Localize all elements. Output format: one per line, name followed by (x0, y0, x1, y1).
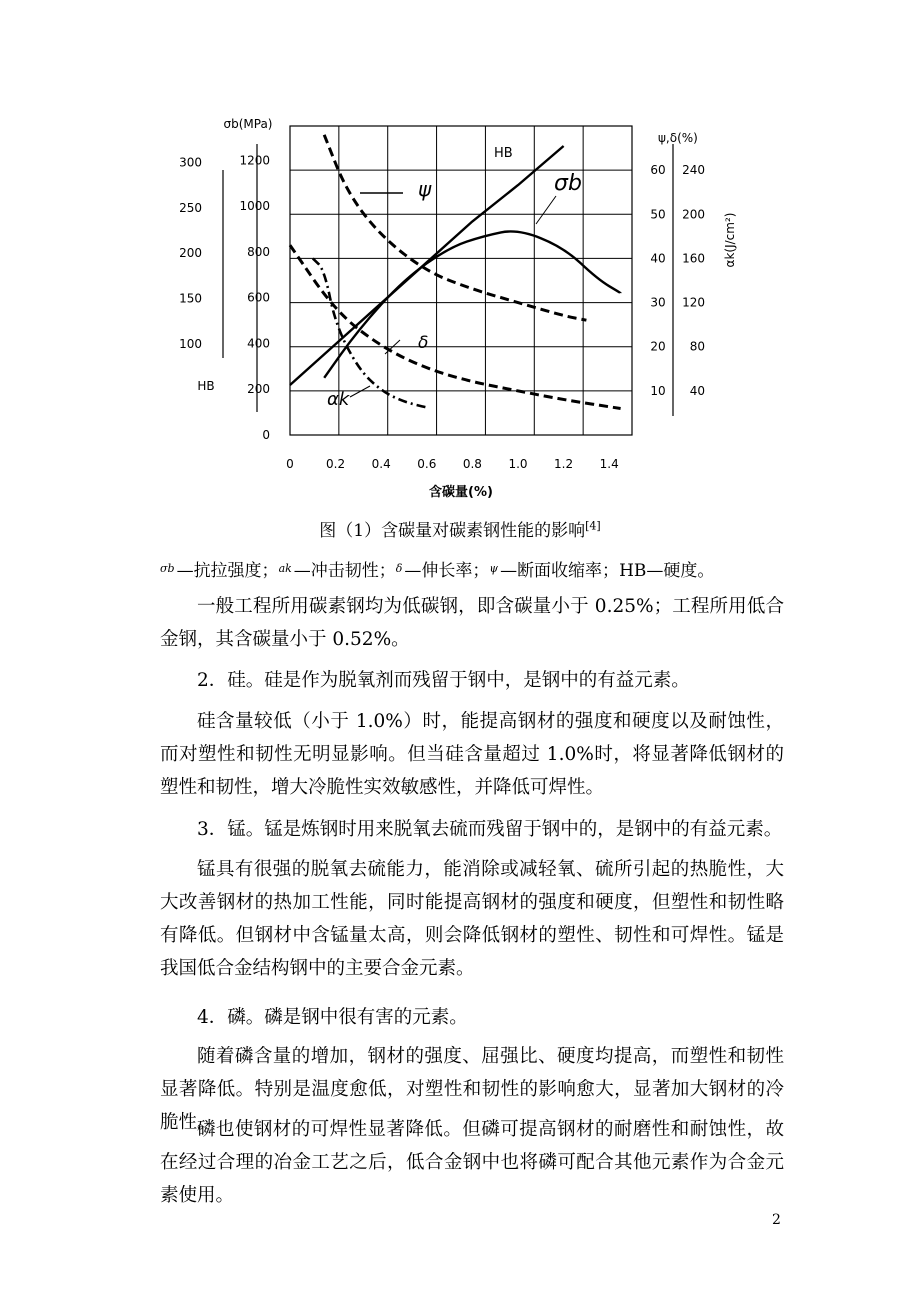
curve-label-hb: HB (494, 146, 513, 161)
hb-tick-label: 300 (179, 155, 202, 170)
carbon-content-chart (160, 100, 737, 504)
x-axis-title: 含碳量(%) (429, 485, 493, 500)
x-tick-label: 1.2 (554, 457, 574, 471)
page-number: 2 (772, 1212, 781, 1228)
x-tick-label: 0.2 (326, 457, 346, 471)
caption-reference: [4] (585, 519, 601, 533)
x-tick-label: 1.4 (599, 457, 619, 471)
legend-tail: HB—硬度。 (619, 561, 715, 581)
sigma-tick-label: 600 (247, 290, 270, 305)
sigma-tick-label: 400 (247, 336, 270, 351)
ak-tick-label: 120 (682, 295, 705, 310)
series-line-δ (290, 245, 621, 408)
sigma-tick-label: 1200 (239, 153, 270, 168)
sigma-axis-title: σb(MPa) (223, 117, 273, 131)
paragraph: 3．锰。锰是炼钢时用来脱氧去硫而残留于钢中的，是钢中的有益元素。 (197, 819, 783, 840)
symbol-legend (160, 556, 714, 581)
x-tick-label: 1.0 (508, 457, 528, 471)
paragraph: 一般工程所用碳素钢均为低碳钢，即含碳量小于 0.25%；工程所用低合金钢，其含碳量小于 0.52%。 (160, 596, 784, 650)
series-line-ψ (324, 135, 586, 320)
x-tick-label: 0.4 (371, 457, 391, 471)
sigma-tick-label: 1000 (239, 199, 270, 214)
legend-item: $^\delta$ —伸长率； (395, 561, 490, 581)
curve-label-ak: αk (327, 389, 350, 410)
psi-tick-label: 60 (650, 163, 666, 178)
curve-label-delta: δ (418, 333, 429, 353)
hb-axis-title: HB (197, 379, 215, 393)
paragraph: 磷也使钢材的可焊性显著降低。但磷可提高钢材的耐磨性和耐蚀性，故在经过合理的冶金工艺之后，低合金钢中也将磷可配合其他元素作为合金元素使用。 (160, 1119, 784, 1206)
paragraph: 2．硅。硅是作为脱氧剂而残留于钢中，是钢中的有益元素。 (197, 670, 690, 691)
paragraph: 4．磷。磷是钢中很有害的元素。 (197, 1007, 468, 1028)
hb-tick-label: 200 (179, 246, 202, 261)
x-tick-label: 0.6 (417, 457, 437, 471)
paragraph: 随着磷含量的增加，钢材的强度、屈强比、硬度均提高，而塑性和韧性显著降低。特别是温度愈低，对塑性和韧性的影响愈大，显著加大钢材的冷脆性。 (160, 1046, 784, 1133)
hb-tick-label: 250 (179, 200, 202, 215)
paragraph: 硅含量较低（小于 1.0%）时，能提高钢材的强度和硬度以及耐蚀性，而对塑性和韧性无明显影响。但当硅含量超过 1.0%时，将显著降低钢材的塑性和韧性，增大冷脆性实效敏感性，并降低可焊性。 (160, 711, 784, 798)
x-tick-label: 0 (286, 457, 294, 471)
legend-item: $^{ak}$ —冲击韧性； (278, 561, 396, 581)
leader-line (536, 196, 556, 224)
psi-tick-label: 30 (650, 295, 666, 310)
ak-axis-title: αk(J/cm²) (723, 212, 737, 268)
leader-line (350, 386, 370, 397)
sigma-tick-label: 800 (247, 244, 270, 259)
figure-caption (0, 516, 920, 541)
curve-label-psi: ψ (418, 177, 432, 201)
psi-tick-label: 10 (650, 383, 666, 398)
legend-item: $^{\sigma b}$ —抗拉强度； (160, 561, 279, 581)
x-tick-label: 0.8 (462, 457, 482, 471)
psi-tick-label: 20 (650, 339, 666, 354)
curve-label-sigma-b: σb (554, 171, 582, 196)
psi-tick-label: 40 (650, 251, 666, 266)
ak-tick-label: 200 (682, 207, 705, 222)
ak-tick-label: 80 (689, 339, 705, 354)
psi-tick-label: 50 (650, 207, 666, 222)
ak-tick-label: 240 (682, 163, 705, 178)
paragraph: 锰具有很强的脱氧去硫能力，能消除或减轻氧、硫所引起的热脆性，大大改善钢材的热加工性能，同时能提高钢材的强度和硬度，但塑性和韧性略有降低。但钢材中含锰量太高，则会降低钢材的塑性、韧性和可焊性。锰是我国低合金结构钢中的主要合金元素。 (160, 859, 784, 979)
psi-axis-title: ψ,δ(%) (658, 131, 698, 145)
hb-tick-label: 100 (179, 337, 202, 352)
caption-text: 图（1）含碳量对碳素钢性能的影响 (319, 521, 586, 541)
sigma-tick-label: 0 (262, 428, 270, 442)
series-line-αk (313, 258, 427, 407)
legend-item: $^\psi$ —断面收缩率； (489, 561, 620, 581)
sigma-tick-label: 200 (247, 382, 270, 397)
ak-tick-label: 160 (682, 251, 705, 266)
series-line-σb (324, 231, 620, 377)
ak-tick-label: 40 (689, 383, 705, 398)
hb-tick-label: 150 (179, 291, 202, 306)
